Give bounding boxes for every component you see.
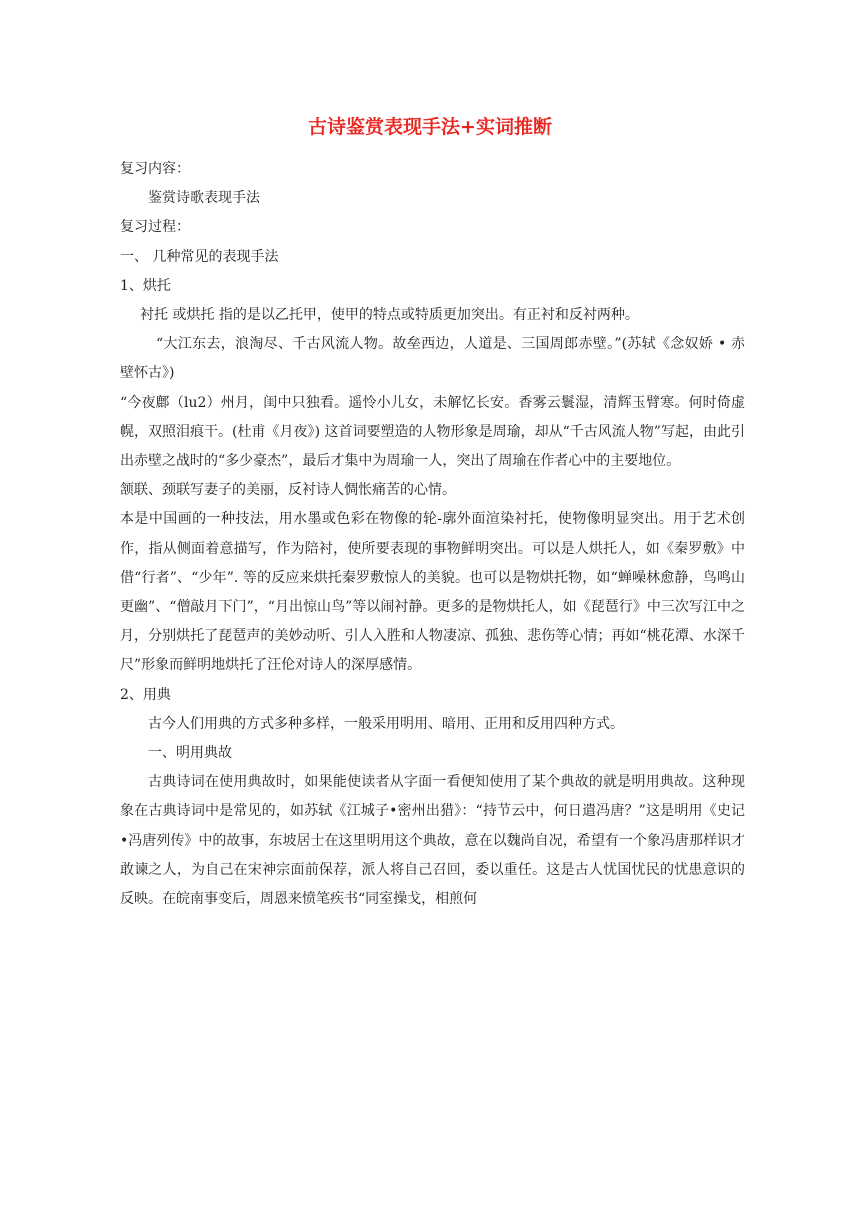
explicit-allusion-body: 古典诗词在使用典故时，如果能使读者从字面一看便知使用了某个典故的就是明用典故。这种现象在古典诗词中是常见的，如苏轼《江城子•密州出猎》：“持节云中，何日遣冯唐？”这是明用《史记•冯唐列传》中的故事，东坡居士在这里明用这个典故，意在以魏尚自况，希望有一个象冯唐那样识才敢谏之人，为自己在宋神宗面前保荐，派人将自己召回，委以重任。这是古人忧国忧民的忧患意识的反映。在皖南事变后，周恩来愤笔疾书“同室操戈，相煎何	[120, 774, 745, 908]
review-content-item: 鉴赏诗歌表现手法	[148, 190, 260, 207]
poem-quote-sushi: “大江东去，浪淘尽、千古风流人物。故垒西边，人道是、三国周郎赤壁。”(苏轼《念奴娇 • 赤壁怀古》)	[120, 336, 745, 382]
review-process-heading: 复习过程：	[120, 219, 190, 236]
document-title: 古诗鉴赏表现手法+实词推断	[308, 116, 552, 138]
subheading-allusion: 2、用典	[120, 686, 171, 703]
foil-definition: 衬托 或烘托 指的是以乙托甲，使甲的特点或特质更加突出。有正衬和反衬两种。	[140, 307, 639, 324]
review-content-heading: 复习内容：	[120, 161, 190, 177]
document-body	[120, 155, 745, 914]
section-heading-techniques: 一、 几种常见的表现手法	[120, 248, 279, 265]
poem-quote-dufu: “今夜鄜（lu2）州月，闺中只独看。遥怜小儿女，未解忆长安。香雾云鬟湿，清辉玉臂寒。何时倚虚幌，双照泪痕干。(杜甫《月夜》) 这首词要塑造的人物形象是周瑜，却从“千古风流人物”写起，由此引出赤壁之战时的“多少豪杰”，最后才集中为周瑜一人，突出了周瑜在作者心中的主要地位。	[120, 394, 745, 470]
subheading-foil: 1、烘托	[120, 277, 171, 294]
explicit-allusion-heading: 一、明用典故	[148, 745, 232, 762]
foil-explanation: 本是中国画的一种技法，用水墨或色彩在物像的轮-廓外面渲染衬托，使物像明显突出。用于艺术创作，指从侧面着意描写，作为陪衬，使所要表现的事物鲜明突出。可以是人烘托人，如《秦罗敷》中借“行者”、“少年”. 等的反应来烘托秦罗敷惊人的美貌。也可以是物烘托物，如“蝉噪林愈静，鸟鸣山更幽”、“僧敲月下门”，“月出惊山鸟”等以闹衬静。更多的是物烘托人，如《琵琶行》中三次写江中之月，分别烘托了琵琶声的美妙动听、引人入胜和人物凄凉、孤独、悲伤等心情；再如“桃花潭、水深千尺”形象而鲜明地烘托了汪伦对诗人的深厚感情。	[120, 511, 745, 674]
allusion-intro: 古今人们用典的方式多种多样，一般采用明用、暗用、正用和反用四种方式。	[148, 715, 624, 732]
contrast-note: 颔联、颈联写妻子的美丽，反衬诗人惆怅痛苦的心情。	[120, 482, 456, 499]
